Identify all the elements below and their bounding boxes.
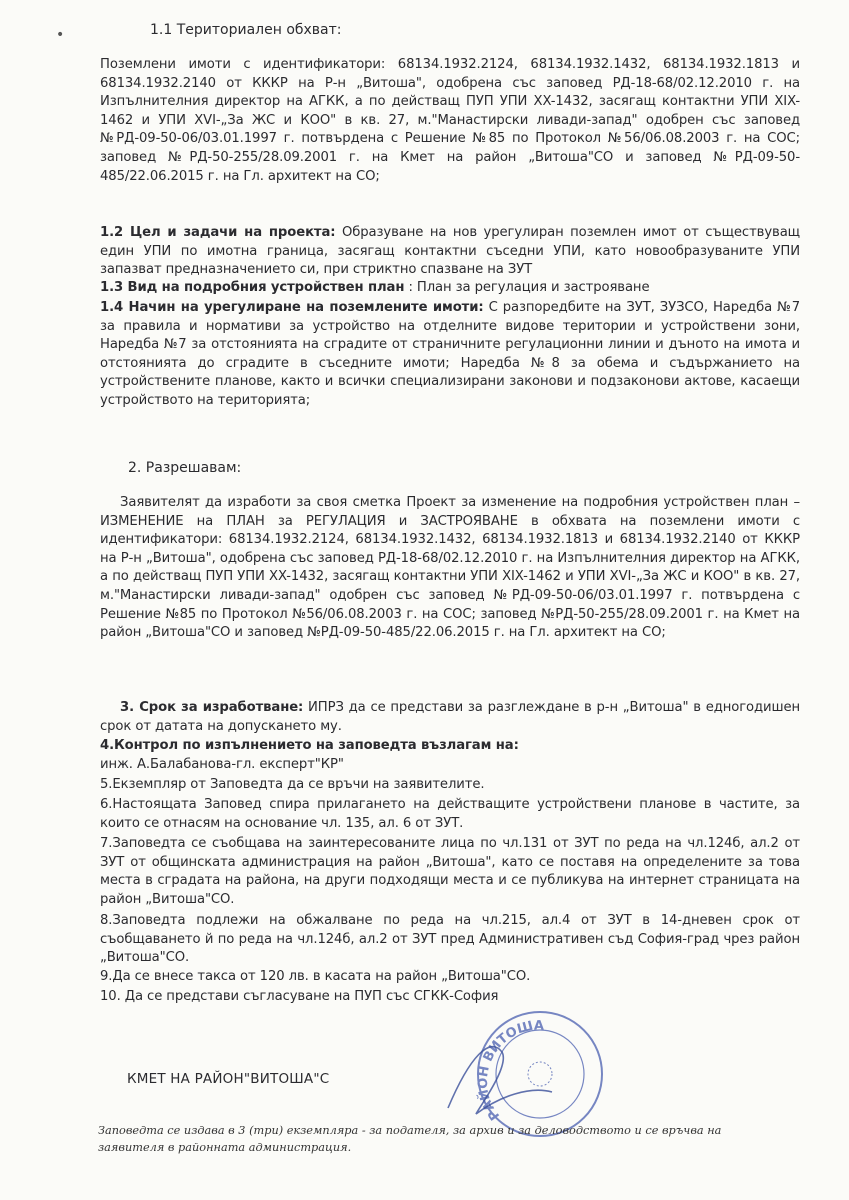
section-2-text-b: 68134.1932.1813 и 68134.1932.2140 от КККР на Р-н „Витоша", одобрена със заповед РД-18-68/02.12.2010 г. на Изпълнителния директор на АГКК, а по действащ ПУП УПИ XX-1432, засягащ контактни УПИ XIX-1462 и УПИ XVI-„За ЖС и КОО" в кв. 27, м."Манастирски ливади-запад" одобрен със заповед №РД-09-50-06/03.01.1997 г. потвърдена с Решение №85 по Протокол №56/06.08.2003 г. на СОС; заповед №РД-50-255/28.09.2001 г. на Кмет на район „Витоша"СО и заповед №РД-09-50-485/22.06.2015 г. на Гл. архитект на СО; xyxy=(100,532,800,641)
section-2-heading: 2. Разрешавам: xyxy=(128,460,242,476)
section-6: 6.Настоящата Заповед спира прилагането на действащите устройствени планове в частите, за които се отнасям на основание чл. 135, ал. 6 от ЗУТ. xyxy=(100,797,800,831)
footer-note: Заповедта се издава в 3 (три) екземпляра - за подателя, за архив и за деловодството и се връчва на заявителя в районната администрация. xyxy=(98,1124,722,1154)
section-2-text xyxy=(100,494,800,643)
section-3-text: ИПРЗ да се представи за разглеждане в р-н „Витоша" в едногодишен срок от датата на допускането му. xyxy=(100,700,800,734)
section-1-1-text: Поземлени имоти с идентификатори: 68134.1932.2124, 68134.1932.1432, 68134.1932.1813 и 68134.1932.2140 от КККР на Р-н „Витоша", одобрена със заповед РД-18-68/02.12.2010 г. на Изпълнителния директор на АГКК, а по действащ ПУП УПИ XX-1432, засягащ контактни УПИ XIX-1462 и УПИ XVI-„За ЖС и КОО" в кв. 27, м."Манастирски ливади-запад" одобрен със заповед №РД-09-50-06/03.01.1997 г. потвърдена с Решение №85 по Протокол №56/06.08.2003 г. на СОС; заповед №РД-50-255/28.09.2001 г. на Кмет на район „Витоша"СО и заповед №РД-09-50-485/22.06.2015 г. на Гл. архитект на СО; xyxy=(100,57,800,184)
margin-mark: • xyxy=(56,27,65,43)
section-8: 8.Заповедта подлежи на обжалване по реда на чл.215, ал.4 от ЗУТ в 14-дневен срок от съобщаването й по реда на чл.124б, ал.2 от ЗУТ пред Административен съд София-град чрез район „Витоша"СО. xyxy=(100,913,800,966)
section-4-responsible: инж. А.Балабанова-гл. експерт"КР" xyxy=(100,757,344,772)
section-3 xyxy=(100,699,800,736)
section-1-3-label: 1.3 Вид на подробния устройствен план xyxy=(100,280,405,295)
section-9: 9.Да се внесе такса от 120 лв. в касата на район „Витоша"СО. xyxy=(100,969,531,984)
section-1-1-heading: 1.1 Териториален обхват: xyxy=(150,22,342,38)
section-1-3 xyxy=(100,279,800,298)
section-1-4-text: С разпоредбите на ЗУТ, ЗУЗСО, Наредба №7 за правила и нормативи за устройство на отделните видове територии и устройствени зони, Наредба №7 за отстоянията на сградите от страничните регулационни линии и дъното на имота и отстоянията до сградите в съседните имоти; Наредба №8 за обема и съдържанието на устройствените планове, както и всички специализирани законови и подзаконови актове, касаещи устройството на територията; xyxy=(100,300,800,408)
section-1-4 xyxy=(100,299,800,411)
section-10: 10. Да се представи съгласуване на ПУП със СГКК-София xyxy=(100,989,499,1004)
mayor-signature-line: КМЕТ НА РАЙОН"ВИТОША"С xyxy=(127,1071,330,1087)
section-3-label: 3. Срок за изработване: xyxy=(120,700,304,715)
section-1-2-text: Образуване на нов урегулиран поземлен имот от съществуващ един УПИ по имотна граница, засягащ контактни съседни УПИ, като новообразуваните УПИ запазват предназначението си, при стриктно спазване на ЗУТ xyxy=(100,225,800,278)
section-1-3-text: : План за регулация и застрояване xyxy=(404,280,650,295)
section-7: 7.Заповедта се съобщава на заинтересованите лица по чл.131 от ЗУТ по реда на чл.124б, ал.2 от ЗУТ от общинската администрация на район „Витоша", като се поставя на определените за това места в сградата на района, на други подходящи места и се публикува на интернет страницата на район „Витоша"СО. xyxy=(100,836,800,907)
section-4: 4.Контрол по изпълнението на заповедта възлагам на: xyxy=(100,738,519,753)
stamp-label: РАЙОН ВИТОША xyxy=(475,1018,544,1123)
section-1-2 xyxy=(100,224,800,280)
section-5: 5.Екземпляр от Заповедта да се връчи на заявителите. xyxy=(100,777,485,792)
section-2-text-a: Заявителят да изработи за своя сметка Проект за изменение на подробния устройствен план – ИЗМЕНЕНИЕ на ПЛАН за РЕГУЛАЦИЯ и ЗАСТРОЯВАНЕ в обхвата на поземлени имоти с идентификатори: 68134.1932.2124, 68134.1932.1432, xyxy=(100,495,800,548)
section-1-2-label: 1.2 Цел и задачи на проекта: xyxy=(100,225,336,240)
section-1-4-label: 1.4 Начин на урегулиране на поземлените имоти: xyxy=(100,300,484,315)
